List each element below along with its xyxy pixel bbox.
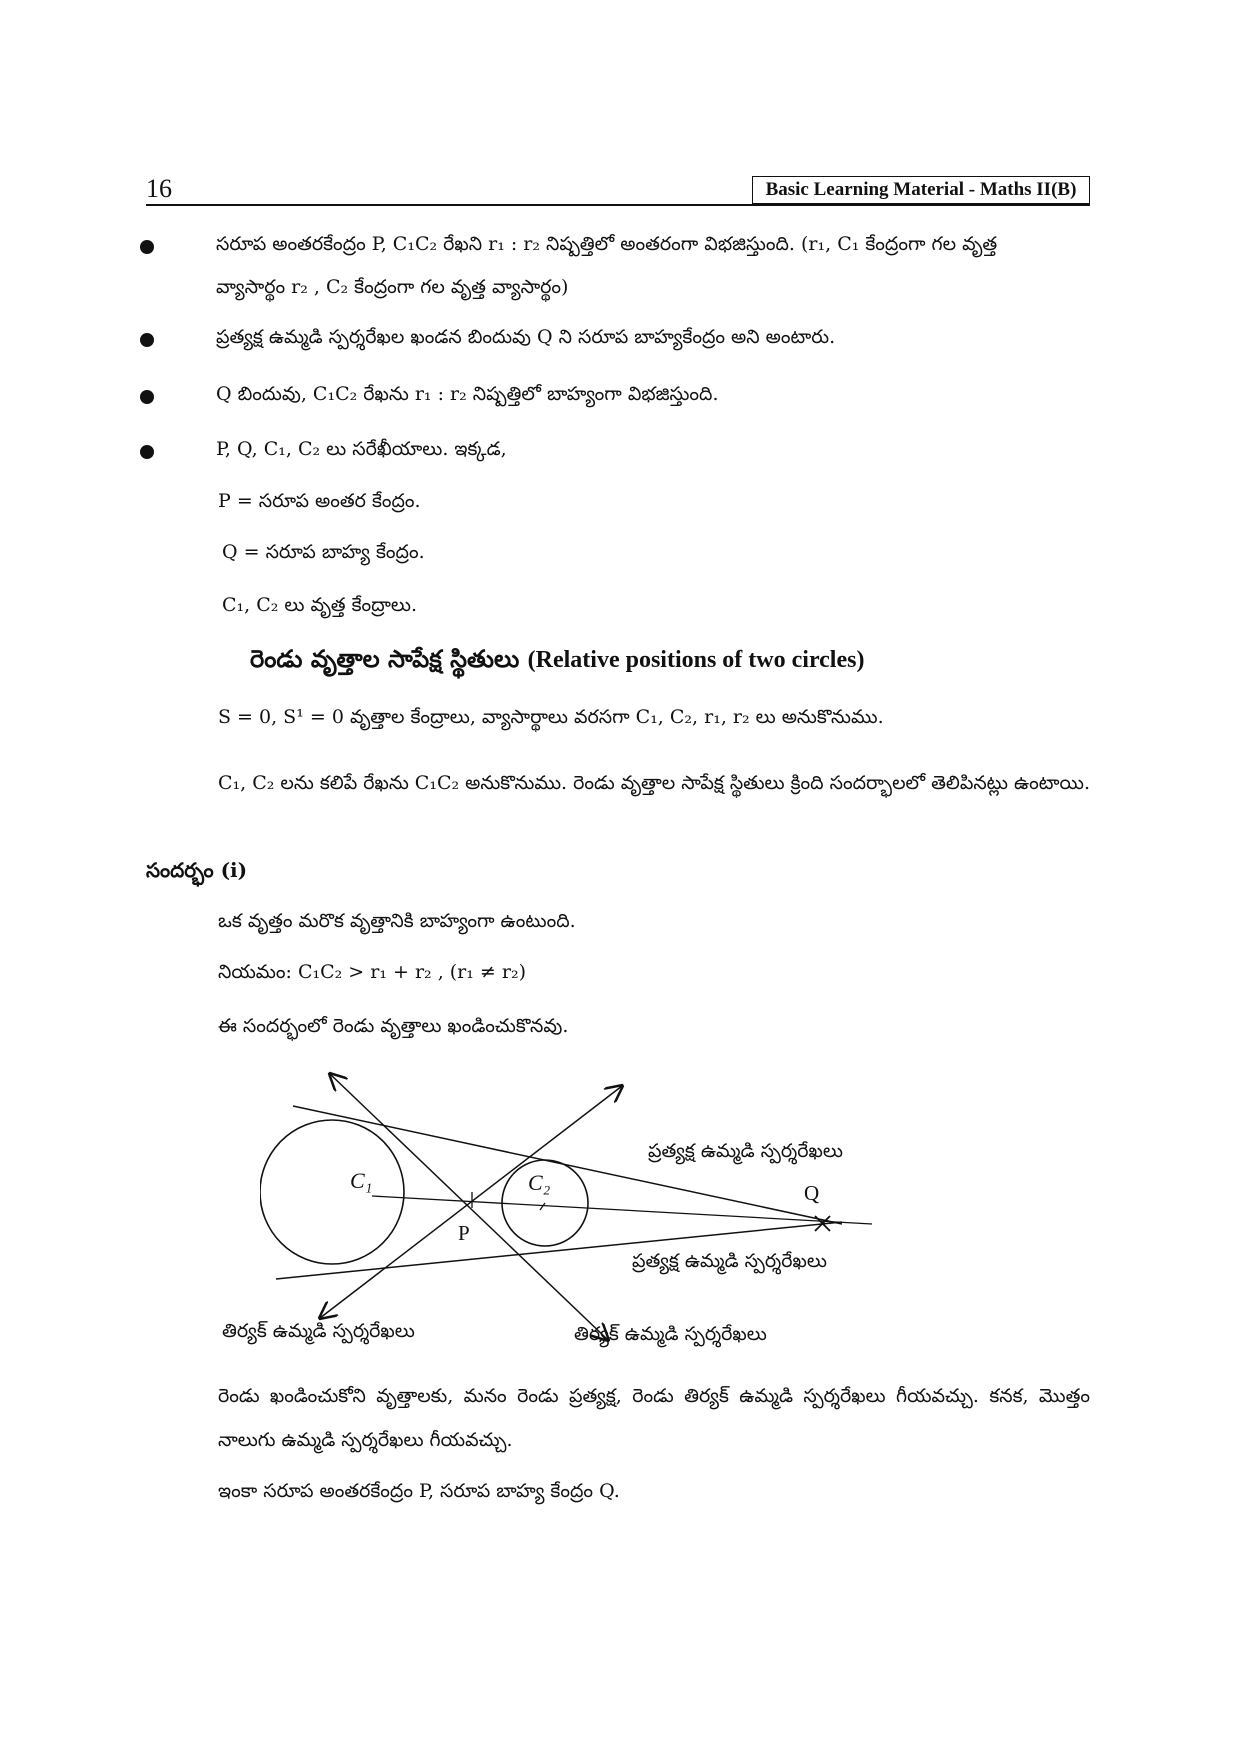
label-p: P [458, 1221, 470, 1245]
bullet-1-line-2: వ్యాసార్థం r₂ , C₂ కేంద్రంగా గల వృత్త వ్యాసార్థం) [216, 276, 569, 298]
section-title-english: (Relative positions of two circles) [527, 647, 865, 673]
bullet-icon [140, 445, 154, 459]
paragraph-2: C₁, C₂ లను కలిపే రేఖను C₁C₂ అనుకొనుము. రెండు వృత్తాల సాపేక్ష స్థితులు క్రింది సందర్భాలలో తెలిపినట్లు ఉంటాయి. [218, 772, 1091, 794]
header-rule [146, 204, 1090, 206]
case-line-1: ఒక వృత్తం మరొక వృత్తానికి బాహ్యంగా ఉంటుంది. [218, 910, 576, 932]
page-number: 16 [146, 174, 172, 203]
label-q: Q [804, 1181, 820, 1205]
section-title-telugu: రెండు వృత్తాల సాపేక్ష స్థితులు [250, 644, 520, 673]
label-transverse-right: తిర్యక్ ఉమ్మడి స్పర్శరేఖలు [574, 1323, 767, 1345]
bullet-2-text: ప్రత్యక్ష ఉమ్మడి స్పర్శరేఖల ఖండన బిందువు Q ని సరూప బాహ్యకేంద్రం అని అంటారు. [216, 326, 836, 348]
case-heading: సందర్భం (i) [146, 858, 248, 882]
bullet-4-text: P, Q, C₁, C₂ లు సరేఖీయాలు. ఇక్కడ, [216, 438, 507, 460]
bullet-1-line-1: సరూప అంతరకేంద్రం P, C₁C₂ రేఖని r₁ : r₂ నిష్పత్తిలో అంతరంగా విభజిస్తుంది. (r₁, C₁ కేంద్రంగా గల వృత్త [216, 233, 998, 255]
section-title [250, 644, 864, 679]
label-c1: C₁ [350, 1168, 373, 1193]
paragraph-1: S = 0, S¹ = 0 వృత్తాల కేంద్రాలు, వ్యాసార్థాలు వరసగా C₁, C₂, r₁, r₂ లు అనుకొనుము. [218, 706, 884, 728]
circle-c1 [260, 1120, 404, 1264]
tangents-diagram [260, 1058, 880, 1358]
bullet-icon [140, 240, 154, 254]
bullet-icon [140, 333, 154, 347]
case-line-3: ఈ సందర్భంలో రెండు వృత్తాలు ఖండించుకొనవు. [218, 1015, 569, 1037]
conclusion-paragraph-1: రెండు ఖండించుకోని వృత్తాలకు, మనం రెండు ప్రత్యక్ష, రెండు తిర్యక్ ఉమ్మడి స్పర్శరేఖలు గీయవచ్చు. కనక, మొత్తం నాలుగు ఉమ్మడి స్పర్శరేఖలు గీయవచ్చు. [218, 1385, 1090, 1451]
label-direct-top: ప్రత్యక్ష ఉమ్మడి స్పర్శరేఖలు [648, 1140, 843, 1162]
bullet-3-text: Q బిందువు, C₁C₂ రేఖను r₁ : r₂ నిష్పత్తిలో బాహ్యంగా విభజిస్తుంది. [216, 383, 719, 405]
radius-c2 [540, 1203, 545, 1210]
label-direct-bottom: ప్రత్యక్ష ఉమ్మడి స్పర్శరేఖలు [632, 1250, 827, 1272]
definition-q: Q = సరూప బాహ్య కేంద్రం. [222, 541, 425, 563]
bullet-icon [140, 390, 154, 404]
header-title: Basic Learning Material - Maths II(B) [752, 176, 1090, 205]
label-transverse-left: తిర్యక్ ఉమ్మడి స్పర్శరేఖలు [222, 1320, 415, 1342]
case-condition: నియమం: C₁C₂ > r₁ + r₂ , (r₁ ≠ r₂) [218, 961, 526, 983]
definition-p: P = సరూప అంతర కేంద్రం. [218, 490, 421, 512]
label-c2: C₂ [528, 1170, 551, 1195]
definition-c: C₁, C₂ లు వృత్త కేంద్రాలు. [222, 594, 417, 616]
conclusion-paragraph-2: ఇంకా సరూప అంతరకేంద్రం P, సరూప బాహ్య కేంద్రం Q. [218, 1480, 620, 1502]
